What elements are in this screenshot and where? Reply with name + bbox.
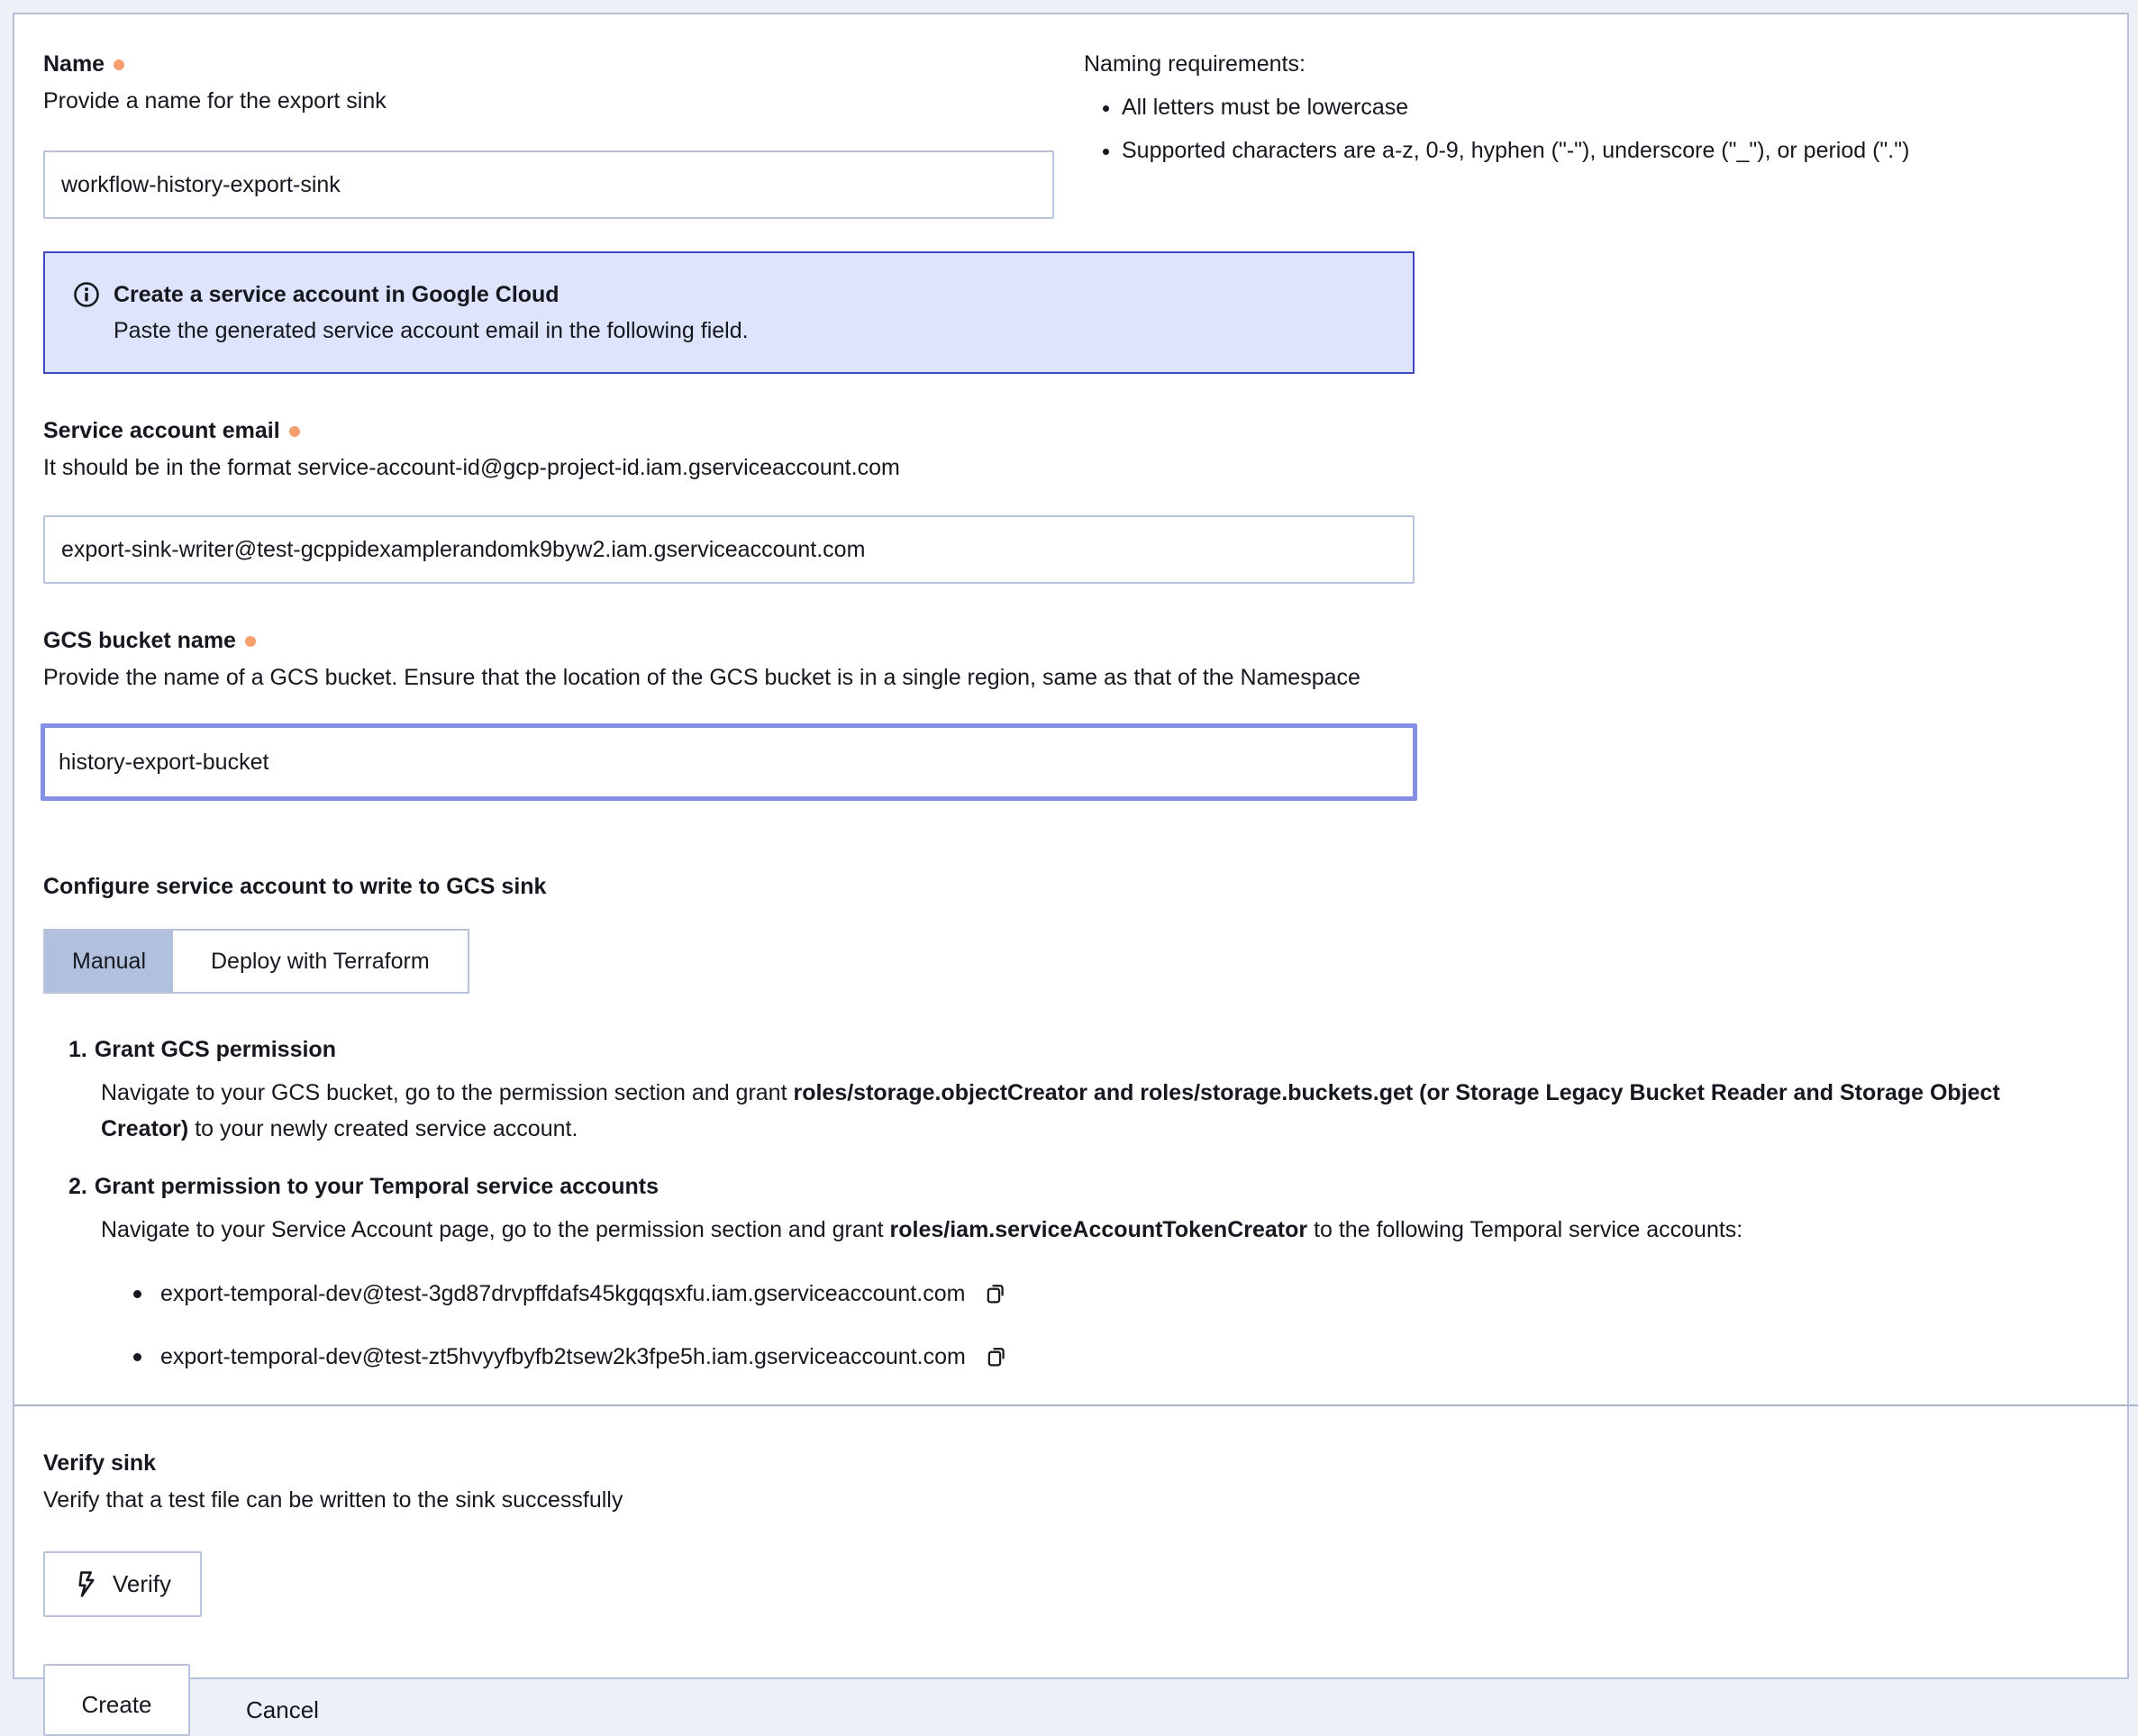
step-body: Navigate to your GCS bucket, go to the permission section and grant roles/storage.objectCreator and roles/storage.buckets.get (or Storage Legacy Bucket Reader and Storage Object Creator) to your newly created service account. (101, 1080, 2000, 1141)
service-account-item (133, 1278, 2098, 1309)
verify-description: Verify that a test file can be written to the sink successfully (43, 1487, 623, 1513)
email-field-description: It should be in the format service-account-id@gcp-project-id.iam.gserviceaccount.com (43, 455, 900, 480)
configure-steps (43, 1033, 2098, 1248)
bullet-dot (133, 1353, 141, 1361)
required-dot (245, 636, 256, 647)
step-grant-temporal-permission (68, 1170, 2098, 1248)
temporal-service-account-list (43, 1278, 2098, 1372)
service-account-item (133, 1341, 2098, 1372)
service-account-email: export-temporal-dev@test-3gd87drvpffdafs45kgqqsxfu.iam.gserviceaccount.com (160, 1281, 966, 1306)
verify-button[interactable] (43, 1551, 202, 1617)
tab-manual[interactable]: Manual (45, 931, 173, 992)
info-icon (72, 278, 101, 347)
name-field-group (43, 49, 1054, 219)
verify-button-label: Verify (113, 1570, 172, 1597)
form-actions (43, 1664, 2098, 1736)
email-field-label: Service account email (43, 418, 280, 443)
bucket-field-label: GCS bucket name (43, 628, 236, 653)
required-dot (289, 426, 300, 437)
required-dot (114, 59, 124, 70)
info-banner-body: Paste the generated service account email in the following field. (114, 318, 749, 343)
naming-requirement-item: • All letters must be lowercase (1122, 92, 2098, 123)
cancel-button[interactable]: Cancel (246, 1677, 319, 1724)
configure-heading: Configure service account to write to GCS sink (43, 874, 547, 899)
create-button[interactable]: Create (43, 1664, 190, 1736)
configure-tabs (43, 929, 469, 994)
gcs-bucket-name-input[interactable] (41, 723, 1417, 801)
step-grant-gcs-permission (68, 1033, 2098, 1147)
verify-section (43, 1448, 2098, 1617)
email-field-group (43, 415, 2098, 584)
service-account-email-input[interactable] (43, 515, 1415, 584)
naming-requirements (1084, 49, 2098, 219)
step-body: Navigate to your Service Account page, go to the permission section and grant roles/iam.serviceAccountTokenCreator to the following Temporal service accounts: (101, 1217, 1743, 1242)
bucket-field-description: Provide the name of a GCS bucket. Ensure that the location of the GCS bucket is in a single region, same as that of the Namespace (43, 665, 1360, 690)
step-title: Grant permission to your Temporal service accounts (94, 1174, 659, 1199)
name-field-description: Provide a name for the export sink (43, 88, 387, 114)
configure-section (43, 871, 2098, 1372)
service-account-info-banner (43, 251, 1415, 374)
lightning-bolt-icon (74, 1570, 98, 1598)
bucket-field-group (43, 625, 2098, 801)
info-banner-title: Create a service account in Google Cloud (114, 282, 560, 307)
copy-icon[interactable] (981, 1279, 1010, 1308)
naming-requirement-item: • Supported characters are a-z, 0-9, hyphen ("-"), underscore ("_"), or period (".") (1122, 135, 2098, 166)
naming-requirements-title: Naming requirements: (1084, 51, 1306, 77)
step-number: 2. (68, 1174, 87, 1199)
step-title: Grant GCS permission (94, 1037, 336, 1062)
step-number: 1. (68, 1037, 87, 1062)
service-account-email: export-temporal-dev@test-zt5hvyyfbyfb2tsew2k3fpe5h.iam.gserviceaccount.com (160, 1344, 966, 1369)
bullet-dot (133, 1290, 141, 1298)
copy-icon[interactable] (982, 1342, 1011, 1371)
verify-heading: Verify sink (43, 1450, 157, 1476)
section-divider (14, 1404, 2138, 1406)
export-sink-form-panel (13, 13, 2129, 1723)
sink-name-input[interactable] (43, 150, 1054, 219)
name-field-label: Name (43, 51, 105, 77)
tab-deploy-with-terraform[interactable]: Deploy with Terraform (173, 931, 468, 992)
